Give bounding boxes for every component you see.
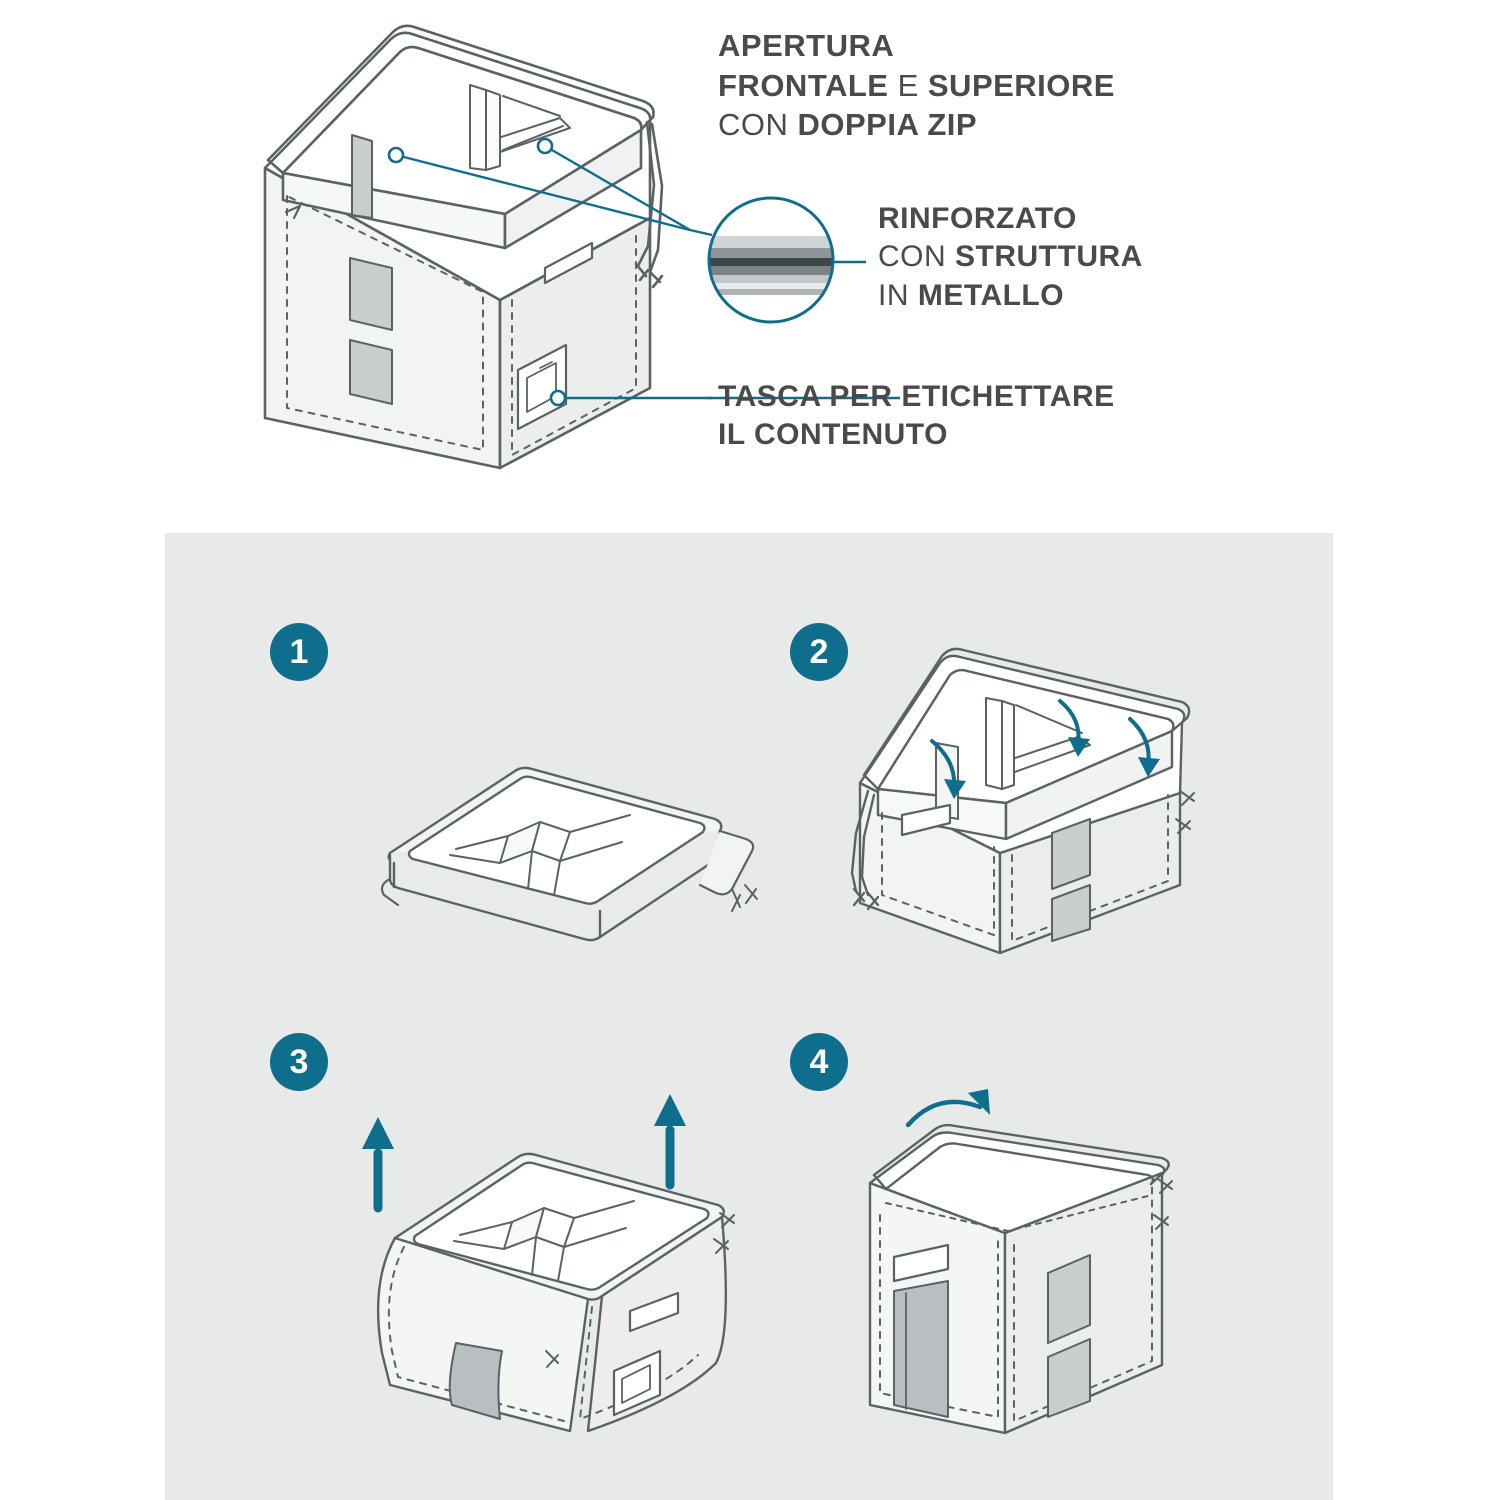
- step-3-badge: 2: [790, 623, 848, 681]
- callout-rinforzato-line3b: METALLO: [917, 278, 1065, 312]
- callout-rinforzato-line2a: CON: [878, 240, 955, 274]
- step-4-badge: 4: [790, 1033, 848, 1091]
- callout-apertura-line2a: FRONTALE: [718, 67, 889, 103]
- step-1-artwork: [270, 623, 830, 1043]
- step-4-artwork: [790, 1033, 1350, 1453]
- callout-rinforzato: [878, 200, 1278, 315]
- callout-apertura-line3b: DOPPIA ZIP: [797, 107, 978, 143]
- step-4: [790, 1033, 1350, 1453]
- callout-rinforzato-line3a: IN: [878, 278, 918, 312]
- callout-apertura-line3a: CON: [718, 107, 798, 143]
- callout-apertura: [718, 26, 1238, 145]
- callout-tasca: [718, 378, 1278, 455]
- step-2: [270, 1033, 830, 1453]
- step-1-badge: 1: [270, 623, 328, 681]
- callout-rinforzato-line2b: STRUTTURA: [955, 240, 1143, 274]
- step-2-artwork: [270, 1033, 830, 1453]
- step-2-badge: 3: [270, 1033, 328, 1091]
- callout-tasca-line2: IL CONTENUTO: [718, 418, 948, 452]
- callout-apertura-line1: APERTURA: [718, 28, 895, 63]
- callout-apertura-line2b: E: [888, 67, 928, 103]
- callout-rinforzato-line1: RINFORZATO: [878, 202, 1077, 235]
- callout-apertura-line2c: SUPERIORE: [927, 67, 1115, 103]
- callout-tasca-line1: TASCA PER ETICHETTARE: [718, 380, 1115, 413]
- feature-diagram: [0, 0, 1500, 520]
- step-3-artwork: [790, 623, 1350, 1043]
- instruction-steps-panel: [165, 533, 1333, 1500]
- step-3: [790, 623, 1350, 1043]
- step-1: [270, 623, 830, 1043]
- magnifier-metal-frame: [709, 198, 833, 322]
